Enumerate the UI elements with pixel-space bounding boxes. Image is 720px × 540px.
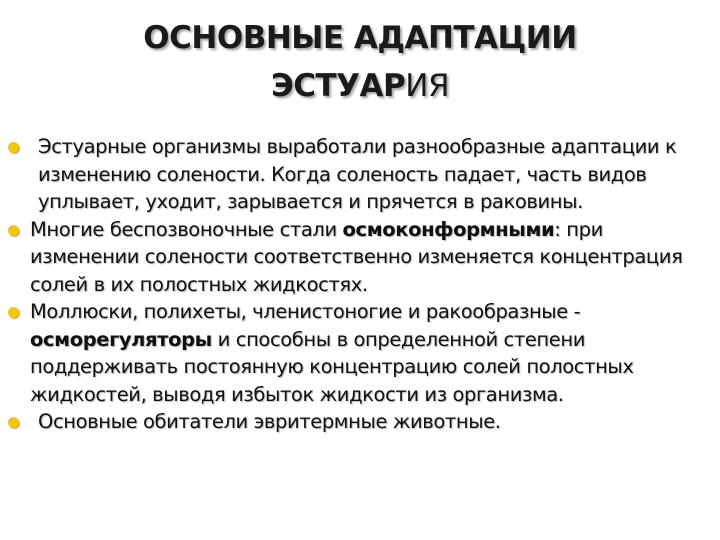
title-line-1: ОСНОВНЫЕ АДАПТАЦИИ [143, 20, 577, 56]
bullet-item-3 [8, 298, 714, 408]
bullet-text-3-after: и способны в определенной степени поддерживать постоянную концентрацию солей полостных жидкостей, выводя избыток жидкости из организма. [30, 327, 634, 406]
bullet-item-1 [8, 133, 714, 216]
bullet-item-2 [8, 216, 714, 299]
bullet-text-2-before: Многие беспозвоночные стали [30, 217, 343, 241]
title-line-2-normal: ИЯ [405, 68, 449, 104]
bullet-text-2-after: : при изменении солености соответственно изменяется концентрация солей в их полостных жидкостях. [30, 217, 683, 296]
title-line-2-bold: ЭСТУАР [271, 68, 406, 104]
slide-title [0, 14, 720, 110]
bullet-item-4 [8, 408, 714, 436]
title-line-2 [0, 62, 720, 110]
bullet-list [8, 133, 714, 436]
bullet-text-1: Эстуарные организмы выработали разнообразные адаптации к изменению солености. Когда соленость падает, часть видов уплывает, уходит, зарывается и прячется в раковины. [38, 135, 677, 213]
term-osmoconformers: осмоконформными [342, 217, 555, 241]
bullet-dot-icon [8, 307, 19, 318]
bullet-text-3-before: Моллюски, полихеты, членистоногие и ракообразные - [30, 300, 581, 323]
term-osmoregulators: осморегуляторы [30, 327, 212, 351]
bullet-dot-icon [8, 142, 19, 153]
bullet-text-4: Основные обитатели эвритермные животные. [38, 410, 501, 433]
bullet-dot-icon [8, 417, 19, 428]
bullet-dot-icon [8, 225, 19, 236]
